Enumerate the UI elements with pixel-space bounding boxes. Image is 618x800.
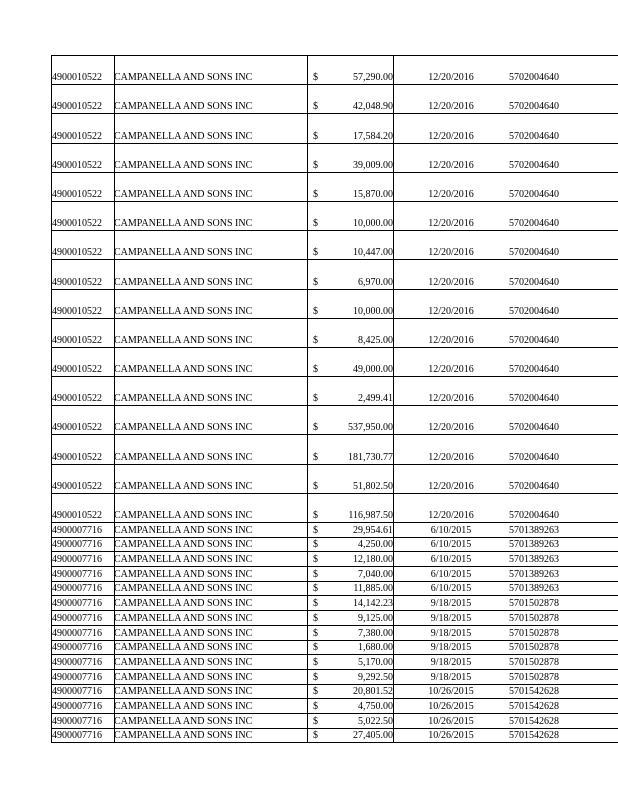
amount-cell: 57,290.00 bbox=[353, 72, 393, 84]
amount-cell: 5,022.50 bbox=[358, 715, 393, 727]
reference-number-cell: 5702004640 bbox=[509, 247, 559, 259]
amount-cell: 8,425.00 bbox=[358, 334, 393, 346]
vendor-name-cell: CAMPANELLA AND SONS INC bbox=[114, 247, 253, 259]
currency-symbol-cell: $ bbox=[313, 700, 318, 712]
vendor-name-cell: CAMPANELLA AND SONS INC bbox=[114, 130, 253, 142]
column-divider-amount-date bbox=[393, 55, 394, 743]
date-cell: 9/18/2015 bbox=[430, 598, 472, 610]
vendor-name-cell: CAMPANELLA AND SONS INC bbox=[114, 715, 253, 727]
vendor-name-cell: CAMPANELLA AND SONS INC bbox=[114, 334, 253, 346]
vendor-name-cell: CAMPANELLA AND SONS INC bbox=[114, 364, 253, 376]
vendor-name-cell: CAMPANELLA AND SONS INC bbox=[114, 598, 253, 610]
vendor-name-cell: CAMPANELLA AND SONS INC bbox=[114, 671, 253, 683]
reference-number-cell: 5701502878 bbox=[509, 671, 559, 683]
currency-symbol-cell: $ bbox=[313, 159, 318, 171]
table-row bbox=[51, 641, 618, 656]
vendor-id-cell: 4900010522 bbox=[52, 218, 102, 230]
vendor-name-cell: CAMPANELLA AND SONS INC bbox=[114, 422, 253, 434]
vendor-name-cell: CAMPANELLA AND SONS INC bbox=[114, 276, 253, 288]
vendor-name-cell: CAMPANELLA AND SONS INC bbox=[114, 686, 253, 698]
date-cell: 9/18/2015 bbox=[430, 627, 472, 639]
amount-cell: 39,009.00 bbox=[353, 159, 393, 171]
reference-number-cell: 5702004640 bbox=[509, 276, 559, 288]
date-cell: 12/20/2016 bbox=[428, 218, 474, 230]
reference-number-cell: 5701389263 bbox=[509, 539, 559, 551]
reference-number-cell: 5702004640 bbox=[509, 188, 559, 200]
table-row bbox=[51, 435, 618, 464]
vendor-name-cell: CAMPANELLA AND SONS INC bbox=[114, 656, 253, 668]
table-row bbox=[51, 319, 618, 348]
date-cell: 6/10/2015 bbox=[430, 568, 472, 580]
vendor-id-cell: 4900010522 bbox=[52, 393, 102, 405]
date-cell: 10/26/2015 bbox=[428, 686, 474, 698]
reference-number-cell: 5702004640 bbox=[509, 159, 559, 171]
vendor-name-cell: CAMPANELLA AND SONS INC bbox=[114, 305, 253, 317]
reference-number-cell: 5701502878 bbox=[509, 612, 559, 624]
table-row bbox=[51, 465, 618, 494]
vendor-id-cell: 4900010522 bbox=[52, 480, 102, 492]
currency-symbol-cell: $ bbox=[313, 247, 318, 259]
table-row bbox=[51, 56, 618, 85]
amount-cell: 9,125.00 bbox=[358, 612, 393, 624]
amount-cell: 7,380.00 bbox=[358, 627, 393, 639]
date-cell: 12/20/2016 bbox=[428, 130, 474, 142]
vendor-name-cell: CAMPANELLA AND SONS INC bbox=[114, 627, 253, 639]
currency-symbol-cell: $ bbox=[313, 305, 318, 317]
amount-cell: 6,970.00 bbox=[358, 276, 393, 288]
currency-symbol-cell: $ bbox=[313, 715, 318, 727]
currency-symbol-cell: $ bbox=[313, 130, 318, 142]
vendor-id-cell: 4900010522 bbox=[52, 101, 102, 113]
vendor-id-cell: 4900010522 bbox=[52, 130, 102, 142]
vendor-id-cell: 4900007716 bbox=[52, 730, 102, 742]
currency-symbol-cell: $ bbox=[313, 612, 318, 624]
vendor-name-cell: CAMPANELLA AND SONS INC bbox=[114, 393, 253, 405]
vendor-name-cell: CAMPANELLA AND SONS INC bbox=[114, 554, 253, 566]
amount-cell: 49,000.00 bbox=[353, 364, 393, 376]
currency-symbol-cell: $ bbox=[313, 334, 318, 346]
reference-number-cell: 5702004640 bbox=[509, 393, 559, 405]
currency-symbol-cell: $ bbox=[313, 568, 318, 580]
table-row bbox=[51, 611, 618, 626]
reference-number-cell: 5701542628 bbox=[509, 686, 559, 698]
currency-symbol-cell: $ bbox=[313, 583, 318, 595]
table-row bbox=[51, 202, 618, 231]
amount-cell: 27,405.00 bbox=[353, 730, 393, 742]
reference-number-cell: 5701502878 bbox=[509, 598, 559, 610]
amount-cell: 9,292.50 bbox=[358, 671, 393, 683]
table-row bbox=[51, 567, 618, 582]
amount-cell: 17,584.20 bbox=[353, 130, 393, 142]
date-cell: 12/20/2016 bbox=[428, 510, 474, 521]
vendor-name-cell: CAMPANELLA AND SONS INC bbox=[114, 568, 253, 580]
vendor-id-cell: 4900010522 bbox=[52, 305, 102, 317]
currency-symbol-cell: $ bbox=[313, 642, 318, 654]
currency-symbol-cell: $ bbox=[313, 539, 318, 551]
reference-number-cell: 5702004640 bbox=[509, 130, 559, 142]
table-row bbox=[51, 290, 618, 319]
table-row bbox=[51, 552, 618, 567]
table-row bbox=[51, 231, 618, 260]
currency-symbol-cell: $ bbox=[313, 101, 318, 113]
vendor-id-cell: 4900010522 bbox=[52, 188, 102, 200]
vendor-id-cell: 4900007716 bbox=[52, 539, 102, 551]
vendor-id-cell: 4900010522 bbox=[52, 364, 102, 376]
currency-symbol-cell: $ bbox=[313, 364, 318, 376]
date-cell: 6/10/2015 bbox=[430, 539, 472, 551]
vendor-id-cell: 4900007716 bbox=[52, 656, 102, 668]
vendor-id-cell: 4900007716 bbox=[52, 686, 102, 698]
table-row bbox=[51, 494, 618, 523]
date-cell: 6/10/2015 bbox=[430, 583, 472, 595]
amount-cell: 12,180.00 bbox=[353, 554, 393, 566]
vendor-id-cell: 4900010522 bbox=[52, 72, 102, 84]
table-row bbox=[51, 144, 618, 173]
amount-cell: 4,250.00 bbox=[358, 539, 393, 551]
reference-number-cell: 5701502878 bbox=[509, 656, 559, 668]
amount-cell: 5,170.00 bbox=[358, 656, 393, 668]
currency-symbol-cell: $ bbox=[313, 393, 318, 405]
reference-number-cell: 5702004640 bbox=[509, 334, 559, 346]
date-cell: 12/20/2016 bbox=[428, 72, 474, 84]
date-cell: 12/20/2016 bbox=[428, 159, 474, 171]
table-row bbox=[51, 173, 618, 202]
reference-number-cell: 5702004640 bbox=[509, 305, 559, 317]
reference-number-cell: 5701542628 bbox=[509, 730, 559, 742]
reference-number-cell: 5702004640 bbox=[509, 101, 559, 113]
date-cell: 12/20/2016 bbox=[428, 188, 474, 200]
table-row bbox=[51, 685, 618, 700]
amount-cell: 116,987.50 bbox=[348, 510, 393, 521]
currency-symbol-cell: $ bbox=[313, 598, 318, 610]
vendor-id-cell: 4900010522 bbox=[52, 334, 102, 346]
reference-number-cell: 5701502878 bbox=[509, 627, 559, 639]
vendor-id-cell: 4900007716 bbox=[52, 612, 102, 624]
amount-cell: 10,447.00 bbox=[353, 247, 393, 259]
amount-cell: 20,801.52 bbox=[353, 686, 393, 698]
table-row bbox=[51, 626, 618, 641]
vendor-id-cell: 4900010522 bbox=[52, 159, 102, 171]
vendor-name-cell: CAMPANELLA AND SONS INC bbox=[114, 510, 253, 521]
vendor-id-cell: 4900007716 bbox=[52, 583, 102, 595]
vendor-id-cell: 4900007716 bbox=[52, 700, 102, 712]
table-row bbox=[51, 348, 618, 377]
vendor-id-cell: 4900007716 bbox=[52, 524, 102, 536]
vendor-id-cell: 4900007716 bbox=[52, 671, 102, 683]
vendor-name-cell: CAMPANELLA AND SONS INC bbox=[114, 159, 253, 171]
table-row bbox=[51, 377, 618, 406]
currency-symbol-cell: $ bbox=[313, 730, 318, 742]
reference-number-cell: 5702004640 bbox=[509, 451, 559, 463]
table-body bbox=[51, 56, 618, 743]
date-cell: 9/18/2015 bbox=[430, 642, 472, 654]
vendor-name-cell: CAMPANELLA AND SONS INC bbox=[114, 480, 253, 492]
date-cell: 12/20/2016 bbox=[428, 451, 474, 463]
date-cell: 6/10/2015 bbox=[430, 554, 472, 566]
date-cell: 12/20/2016 bbox=[428, 393, 474, 405]
currency-symbol-cell: $ bbox=[313, 627, 318, 639]
vendor-name-cell: CAMPANELLA AND SONS INC bbox=[114, 72, 253, 84]
reference-number-cell: 5701542628 bbox=[509, 700, 559, 712]
table-row bbox=[51, 729, 618, 744]
table-row bbox=[51, 260, 618, 289]
vendor-id-cell: 4900010522 bbox=[52, 276, 102, 288]
date-cell: 12/20/2016 bbox=[428, 364, 474, 376]
date-cell: 10/26/2015 bbox=[428, 730, 474, 742]
amount-cell: 29,954.61 bbox=[353, 524, 393, 536]
currency-symbol-cell: $ bbox=[313, 188, 318, 200]
vendor-id-cell: 4900010522 bbox=[52, 247, 102, 259]
date-cell: 6/10/2015 bbox=[430, 524, 472, 536]
date-cell: 9/18/2015 bbox=[430, 656, 472, 668]
table-row bbox=[51, 523, 618, 538]
date-cell: 12/20/2016 bbox=[428, 334, 474, 346]
date-cell: 12/20/2016 bbox=[428, 101, 474, 113]
table-row bbox=[51, 596, 618, 611]
table-row bbox=[51, 406, 618, 435]
currency-symbol-cell: $ bbox=[313, 656, 318, 668]
amount-cell: 1,680.00 bbox=[358, 642, 393, 654]
date-cell: 12/20/2016 bbox=[428, 422, 474, 434]
vendor-name-cell: CAMPANELLA AND SONS INC bbox=[114, 101, 253, 113]
date-cell: 12/20/2016 bbox=[428, 276, 474, 288]
vendor-name-cell: CAMPANELLA AND SONS INC bbox=[114, 539, 253, 551]
currency-symbol-cell: $ bbox=[313, 671, 318, 683]
reference-number-cell: 5702004640 bbox=[509, 510, 559, 521]
amount-cell: 14,142.23 bbox=[353, 598, 393, 610]
currency-symbol-cell: $ bbox=[313, 218, 318, 230]
date-cell: 9/18/2015 bbox=[430, 612, 472, 624]
reference-number-cell: 5701389263 bbox=[509, 554, 559, 566]
reference-number-cell: 5701389263 bbox=[509, 524, 559, 536]
vendor-name-cell: CAMPANELLA AND SONS INC bbox=[114, 612, 253, 624]
column-divider-left bbox=[51, 55, 52, 743]
reference-number-cell: 5702004640 bbox=[509, 364, 559, 376]
reference-number-cell: 5701389263 bbox=[509, 568, 559, 580]
date-cell: 12/20/2016 bbox=[428, 480, 474, 492]
vendor-id-cell: 4900007716 bbox=[52, 627, 102, 639]
vendor-id-cell: 4900007716 bbox=[52, 715, 102, 727]
vendor-name-cell: CAMPANELLA AND SONS INC bbox=[114, 524, 253, 536]
currency-symbol-cell: $ bbox=[313, 686, 318, 698]
table-row bbox=[51, 670, 618, 685]
reference-number-cell: 5702004640 bbox=[509, 422, 559, 434]
reference-number-cell: 5702004640 bbox=[509, 218, 559, 230]
currency-symbol-cell: $ bbox=[313, 480, 318, 492]
reference-number-cell: 5701389263 bbox=[509, 583, 559, 595]
vendor-id-cell: 4900007716 bbox=[52, 554, 102, 566]
date-cell: 9/18/2015 bbox=[430, 671, 472, 683]
amount-cell: 51,802.50 bbox=[353, 480, 393, 492]
date-cell: 12/20/2016 bbox=[428, 247, 474, 259]
reference-number-cell: 5701502878 bbox=[509, 642, 559, 654]
vendor-name-cell: CAMPANELLA AND SONS INC bbox=[114, 583, 253, 595]
vendor-name-cell: CAMPANELLA AND SONS INC bbox=[114, 730, 253, 742]
reference-number-cell: 5702004640 bbox=[509, 72, 559, 84]
date-cell: 10/26/2015 bbox=[428, 700, 474, 712]
vendor-name-cell: CAMPANELLA AND SONS INC bbox=[114, 451, 253, 463]
currency-symbol-cell: $ bbox=[313, 451, 318, 463]
table-row bbox=[51, 714, 618, 729]
vendor-id-cell: 4900007716 bbox=[52, 598, 102, 610]
amount-cell: 15,870.00 bbox=[353, 188, 393, 200]
table-row bbox=[51, 699, 618, 714]
date-cell: 10/26/2015 bbox=[428, 715, 474, 727]
vendor-name-cell: CAMPANELLA AND SONS INC bbox=[114, 188, 253, 200]
table-row bbox=[51, 114, 618, 143]
vendor-id-cell: 4900010522 bbox=[52, 510, 102, 521]
amount-cell: 42,048.90 bbox=[353, 101, 393, 113]
vendor-id-cell: 4900010522 bbox=[52, 422, 102, 434]
table-row bbox=[51, 582, 618, 597]
amount-cell: 7,040.00 bbox=[358, 568, 393, 580]
vendor-name-cell: CAMPANELLA AND SONS INC bbox=[114, 218, 253, 230]
reference-number-cell: 5702004640 bbox=[509, 480, 559, 492]
amount-cell: 11,885.00 bbox=[353, 583, 393, 595]
vendor-id-cell: 4900007716 bbox=[52, 642, 102, 654]
currency-symbol-cell: $ bbox=[313, 510, 318, 521]
reference-number-cell: 5701542628 bbox=[509, 715, 559, 727]
date-cell: 12/20/2016 bbox=[428, 305, 474, 317]
table-row bbox=[51, 85, 618, 114]
amount-cell: 537,950.00 bbox=[348, 422, 393, 434]
column-divider-id-name bbox=[114, 55, 115, 743]
currency-symbol-cell: $ bbox=[313, 276, 318, 288]
currency-symbol-cell: $ bbox=[313, 422, 318, 434]
currency-symbol-cell: $ bbox=[313, 72, 318, 84]
vendor-name-cell: CAMPANELLA AND SONS INC bbox=[114, 700, 253, 712]
amount-cell: 4,750.00 bbox=[358, 700, 393, 712]
amount-cell: 10,000.00 bbox=[353, 305, 393, 317]
table-row bbox=[51, 655, 618, 670]
vendor-id-cell: 4900007716 bbox=[52, 568, 102, 580]
amount-cell: 2,499.41 bbox=[358, 393, 393, 405]
currency-symbol-cell: $ bbox=[313, 554, 318, 566]
table-row bbox=[51, 538, 618, 553]
amount-cell: 181,730.77 bbox=[348, 451, 393, 463]
column-divider-name-currency bbox=[307, 55, 308, 743]
currency-symbol-cell: $ bbox=[313, 524, 318, 536]
vendor-id-cell: 4900010522 bbox=[52, 451, 102, 463]
amount-cell: 10,000.00 bbox=[353, 218, 393, 230]
vendor-name-cell: CAMPANELLA AND SONS INC bbox=[114, 642, 253, 654]
